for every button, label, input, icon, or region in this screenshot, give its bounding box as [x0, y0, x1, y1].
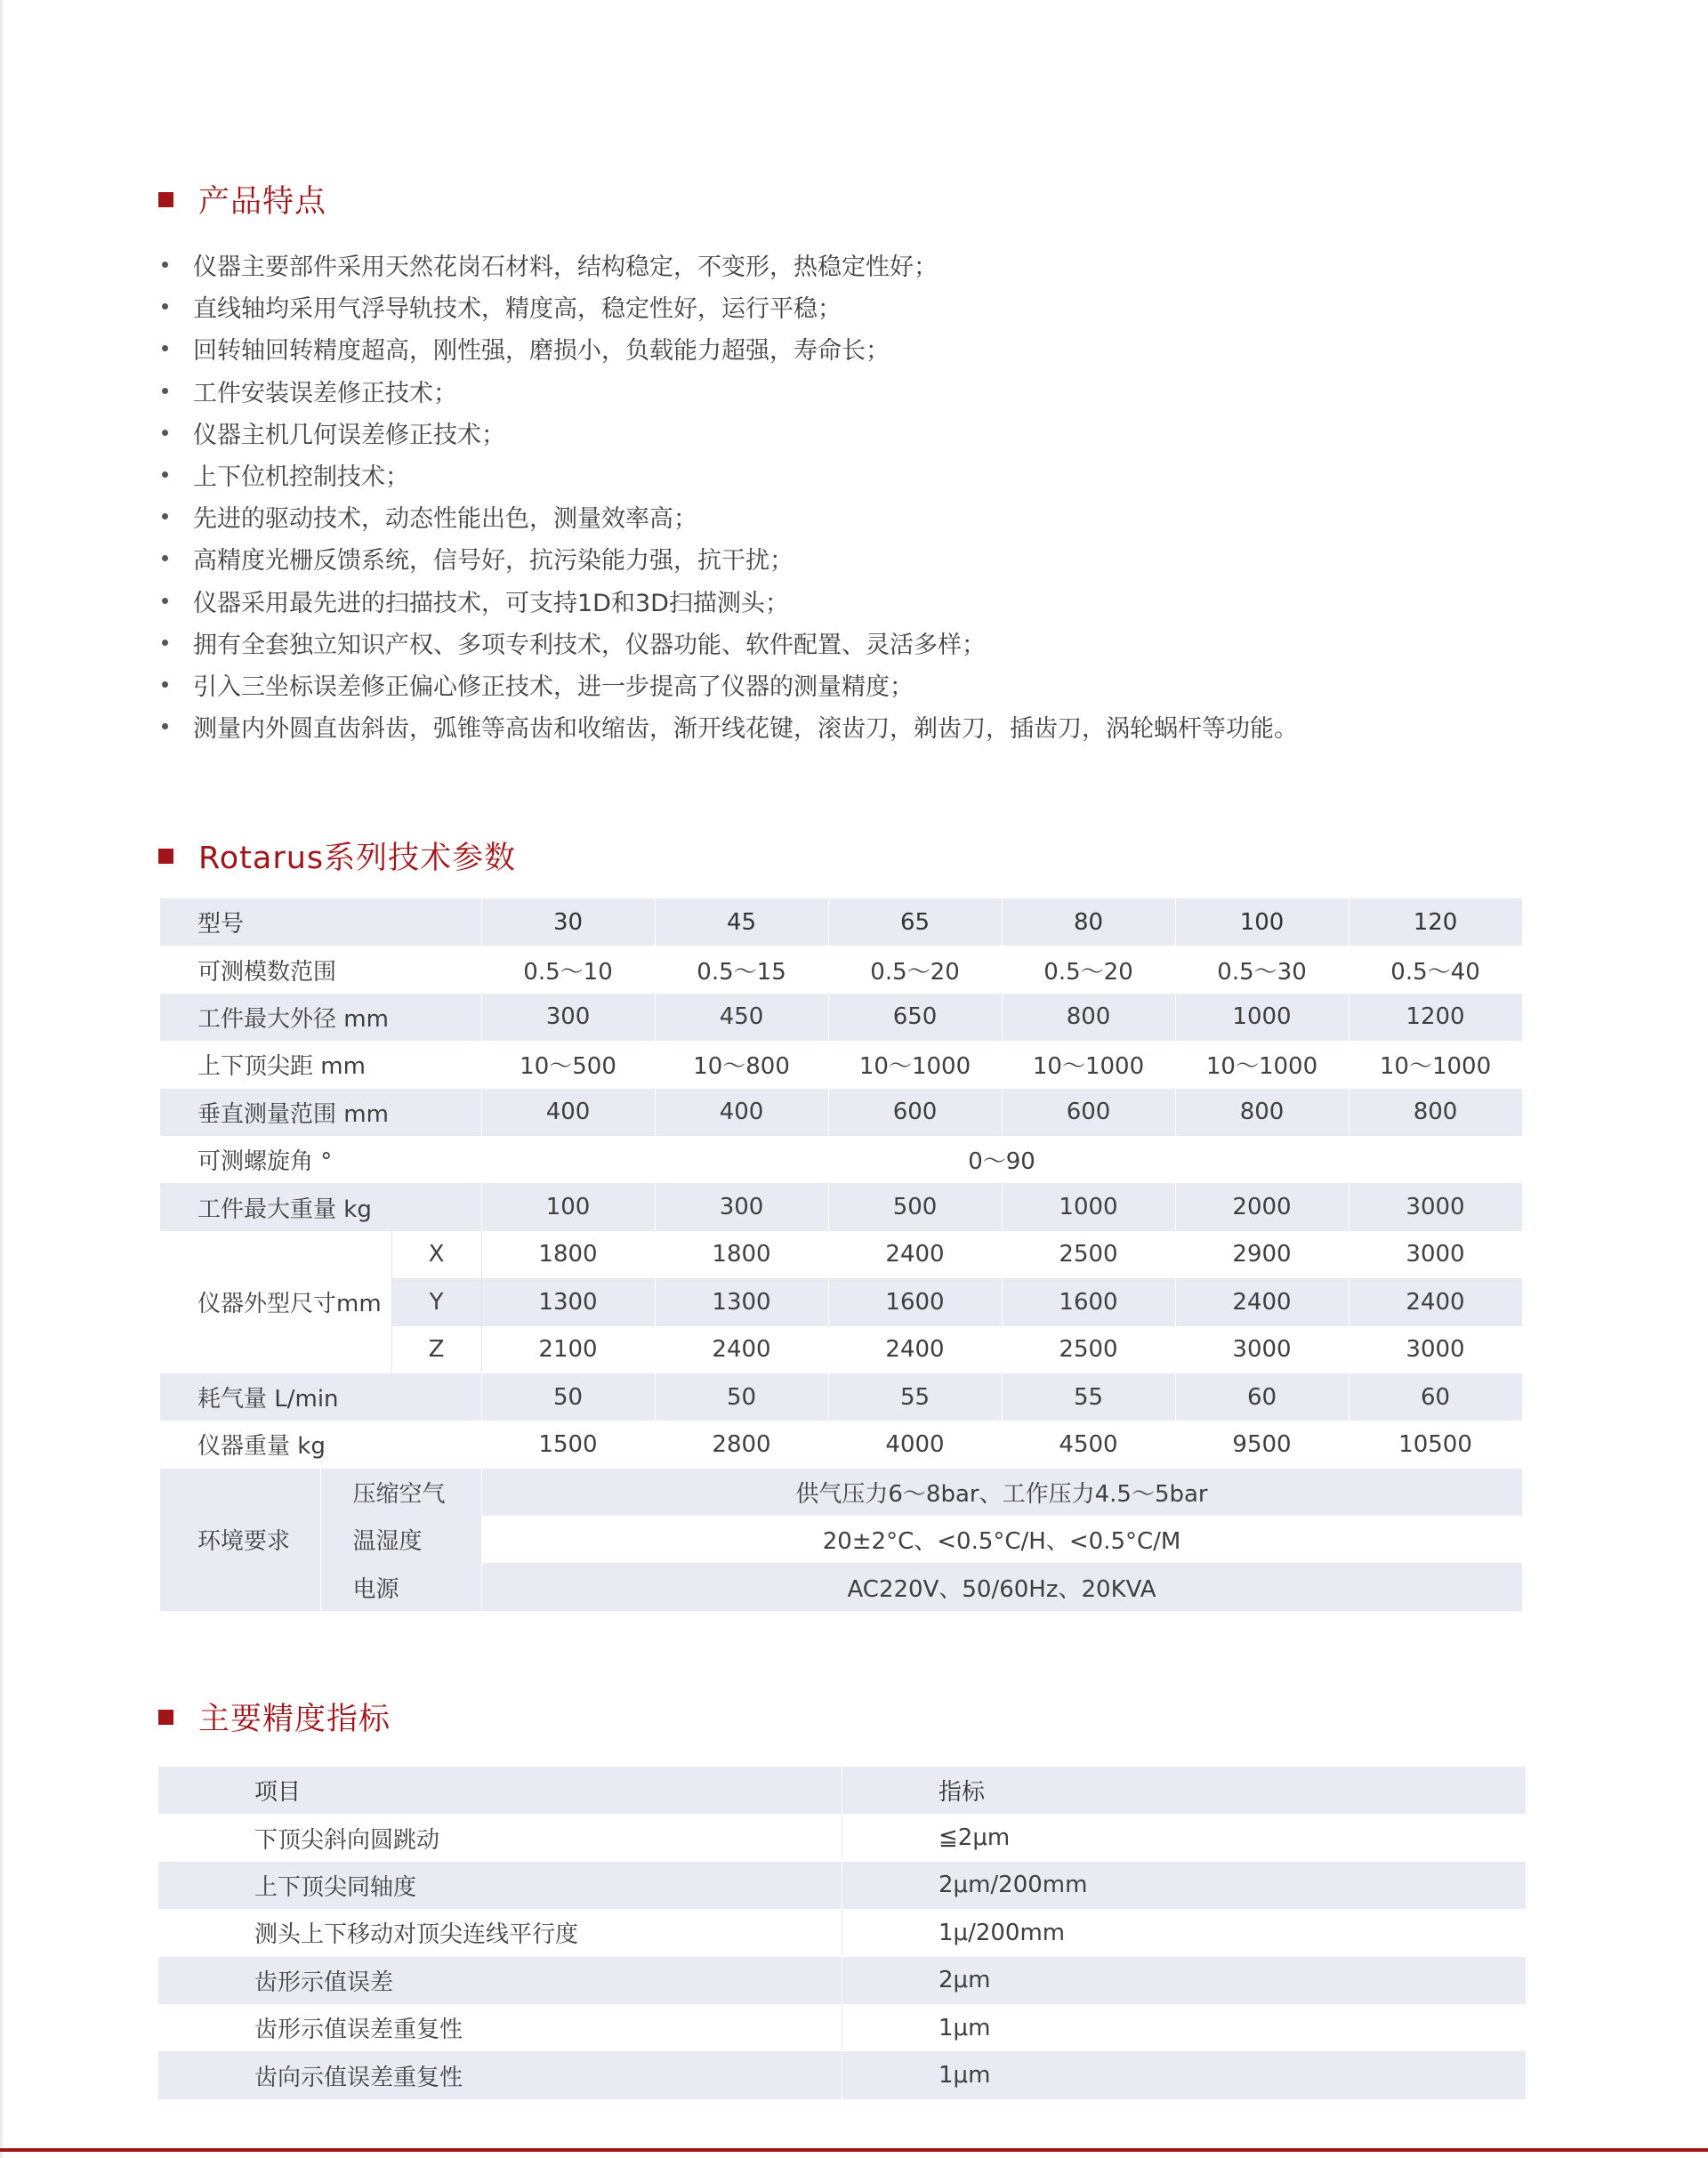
left-edge-rule: [0, 0, 3, 2158]
features-title: 产品特点: [198, 184, 327, 220]
table-cell: 50: [481, 1373, 655, 1421]
feature-text: 工件安装误差修正技术；: [193, 379, 457, 407]
heading-square-icon: [158, 1710, 173, 1725]
table-cell: 2400: [1349, 1278, 1522, 1325]
row-label: 工件最大外径 mm: [160, 994, 481, 1041]
column-header: 项目: [158, 1767, 842, 1814]
table-cell: 1500: [481, 1421, 655, 1468]
feature-item: [158, 286, 1582, 327]
table-cell: 2900: [1175, 1231, 1349, 1278]
table-cell: 20±2°C、<0.5°C/H、<0.5°C/M: [481, 1516, 1522, 1563]
model-cell: 30: [481, 898, 655, 946]
table-row: [160, 1373, 1522, 1421]
table-cell: 800: [1175, 1089, 1349, 1136]
table-cell: 齿形示值误差重复性: [158, 2004, 842, 2051]
table-cell: 1600: [1002, 1278, 1175, 1325]
table-cell: 上下顶尖同轴度: [158, 1862, 842, 1909]
table-cell: 0.5～20: [1002, 946, 1175, 993]
feature-text: 引入三坐标误差修正偏心修正技术，进一步提高了仪器的测量精度；: [193, 672, 914, 701]
feature-item: [158, 412, 1582, 454]
table-cell: 10500: [1349, 1421, 1522, 1468]
table-cell: 10～800: [655, 1041, 828, 1088]
table-cell: 4000: [828, 1421, 1002, 1468]
table-row: [158, 1862, 1526, 1909]
bullet-icon: [162, 640, 168, 646]
feature-text: 高精度光栅反馈系统，信号好，抗污染能力强，抗干扰；: [193, 547, 794, 576]
features-heading: [158, 177, 326, 221]
env-sub-label: 温湿度: [320, 1516, 481, 1563]
table-cell: 60: [1175, 1373, 1349, 1421]
column-header: 指标: [842, 1767, 1527, 1814]
table-cell: 450: [655, 994, 828, 1041]
table-cell: 2100: [481, 1326, 655, 1373]
table-cell: 400: [655, 1089, 828, 1136]
feature-item: [158, 622, 1582, 664]
table-cell: 1000: [1175, 994, 1349, 1041]
table-cell: 0.5～15: [655, 946, 828, 993]
table-cell: 测头上下移动对顶尖连线平行度: [158, 1909, 842, 1956]
table-cell: 齿形示值误差: [158, 1957, 842, 2004]
row-label: 垂直测量范围 mm: [160, 1089, 481, 1136]
accuracy-table: [158, 1767, 1526, 2099]
table-cell: 800: [1002, 994, 1175, 1041]
table-cell: 50: [655, 1373, 828, 1421]
env-sub-label: 压缩空气: [320, 1469, 481, 1516]
table-cell: 1μm: [842, 2004, 1527, 2051]
row-label: 工件最大重量 kg: [160, 1183, 481, 1230]
table-row: [158, 1957, 1526, 2004]
table-cell: 2800: [655, 1421, 828, 1468]
table-cell: 3000: [1349, 1183, 1522, 1230]
bullet-icon: [162, 303, 168, 310]
feature-item: [158, 244, 1582, 286]
table-cell: 9500: [1175, 1421, 1349, 1468]
table-cell: 1200: [1349, 994, 1522, 1041]
spec-table: [160, 898, 1523, 1611]
bullet-icon: [162, 262, 168, 268]
table-cell: 齿向示值误差重复性: [158, 2051, 842, 2098]
feature-item: [158, 327, 1582, 369]
bullet-icon: [162, 681, 168, 688]
model-cell: 120: [1349, 898, 1522, 946]
feature-item: [158, 370, 1582, 412]
bullet-icon: [162, 430, 168, 436]
feature-item: [158, 495, 1582, 537]
table-cell: 3000: [1349, 1326, 1522, 1373]
feature-text: 测量内外圆直齿斜齿，弧锥等高齿和收缩齿，渐开线花键，滚齿刀，剃齿刀，插齿刀，涡轮蜗杆等功能。: [193, 715, 1298, 744]
row-label: 上下顶尖距 mm: [160, 1041, 481, 1088]
feature-text: 先进的驱动技术，动态性能出色，测量效率高；: [193, 505, 697, 534]
axis-label: Z: [391, 1326, 481, 1373]
table-cell: 2400: [828, 1231, 1002, 1278]
feature-text: 拥有全套独立知识产权、多项专利技术，仪器功能、软件配置、灵活多样；: [193, 631, 986, 659]
table-row: [160, 1136, 1522, 1183]
table-row: [160, 898, 1522, 946]
table-row: [160, 946, 1522, 993]
table-cell: 1μ/200mm: [842, 1909, 1527, 1956]
feature-item: [158, 537, 1582, 579]
model-cell: 100: [1175, 898, 1349, 946]
heading-square-icon: [158, 192, 173, 207]
features-list: [158, 244, 1582, 747]
table-cell: 2500: [1002, 1231, 1175, 1278]
feature-item: [158, 705, 1582, 747]
table-row: [160, 1563, 1522, 1610]
feature-item: [158, 580, 1582, 622]
table-cell: 10～500: [481, 1041, 655, 1088]
table-cell: 500: [828, 1183, 1002, 1230]
bullet-icon: [162, 513, 168, 519]
row-label: 可测螺旋角 °: [160, 1136, 481, 1183]
table-cell: 2400: [828, 1326, 1002, 1373]
row-label: 仪器重量 kg: [160, 1421, 481, 1468]
feature-item: [158, 454, 1582, 495]
bullet-icon: [162, 388, 168, 394]
feature-text: 仪器采用最先进的扫描技术，可支持1D和3D扫描测头；: [193, 589, 789, 617]
table-cell: 650: [828, 994, 1002, 1041]
table-cell: 600: [1002, 1089, 1175, 1136]
spec-title: Rotarus系列技术参数: [198, 841, 517, 876]
table-cell: 800: [1349, 1089, 1522, 1136]
table-row: [160, 1421, 1522, 1468]
table-cell: 0.5～40: [1349, 946, 1522, 993]
accuracy-title: 主要精度指标: [198, 1702, 391, 1737]
table-row: [160, 1089, 1522, 1136]
axis-label: X: [391, 1231, 481, 1278]
table-cell: AC220V、50/60Hz、20KVA: [481, 1563, 1522, 1610]
table-row: [160, 1516, 1522, 1563]
table-cell: 1000: [1002, 1183, 1175, 1230]
bullet-icon: [162, 555, 168, 561]
table-cell: 300: [481, 994, 655, 1041]
table-cell: 0～90: [481, 1136, 1522, 1183]
table-cell: 下顶尖斜向圆跳动: [158, 1814, 842, 1861]
table-row: [160, 1231, 1522, 1278]
table-row: [158, 1814, 1526, 1861]
model-cell: 65: [828, 898, 1002, 946]
table-cell: 2000: [1175, 1183, 1349, 1230]
spec-heading: [158, 833, 516, 878]
table-cell: 0.5～30: [1175, 946, 1349, 993]
table-cell: 3000: [1349, 1231, 1522, 1278]
table-cell: 2400: [655, 1326, 828, 1373]
table-row: [160, 994, 1522, 1041]
table-cell: 1800: [655, 1231, 828, 1278]
env-sub-label: 电源: [320, 1563, 481, 1610]
table-cell: 100: [481, 1183, 655, 1230]
table-cell: 2μm: [842, 1957, 1527, 2004]
table-cell: 1μm: [842, 2051, 1527, 2098]
table-row: [160, 1469, 1522, 1516]
table-cell: 1300: [655, 1278, 828, 1325]
table-cell: 10～1000: [1349, 1041, 1522, 1088]
model-cell: 45: [655, 898, 828, 946]
table-cell: 60: [1349, 1373, 1522, 1421]
table-cell: 3000: [1175, 1326, 1349, 1373]
table-row: [158, 2004, 1526, 2051]
table-row: [160, 1041, 1522, 1088]
feature-text: 回转轴回转精度超高，刚性强，磨损小，负载能力超强，寿命长；: [193, 337, 890, 366]
feature-text: 直线轴均采用气浮导轨技术，精度高，稳定性好，运行平稳；: [193, 295, 842, 324]
table-cell: 10～1000: [828, 1041, 1002, 1088]
feature-item: [158, 664, 1582, 705]
bullet-icon: [162, 345, 168, 351]
table-cell: 2μm/200mm: [842, 1862, 1527, 1909]
table-cell: 55: [828, 1373, 1002, 1421]
row-label: 仪器外型尺寸mm: [160, 1231, 391, 1373]
bullet-icon: [162, 471, 168, 478]
bullet-icon: [162, 723, 168, 729]
table-cell: 10～1000: [1175, 1041, 1349, 1088]
table-cell: 2400: [1175, 1278, 1349, 1325]
feature-text: 仪器主要部件采用天然花岗石材料，结构稳定，不变形，热稳定性好；: [193, 254, 938, 282]
table-cell: 1600: [828, 1278, 1002, 1325]
table-cell: 55: [1002, 1373, 1175, 1421]
row-label: 环境要求: [160, 1469, 320, 1611]
row-label: 型号: [160, 898, 481, 946]
table-cell: 300: [655, 1183, 828, 1230]
table-cell: 10～1000: [1002, 1041, 1175, 1088]
axis-label: Y: [391, 1278, 481, 1325]
row-label: 耗气量 L/min: [160, 1373, 481, 1421]
row-label: 可测模数范围: [160, 946, 481, 993]
table-row: [158, 1909, 1526, 1956]
table-row: [158, 1767, 1526, 1814]
table-cell: ≦2μm: [842, 1814, 1527, 1861]
table-cell: 供气压力6～8bar、工作压力4.5～5bar: [481, 1469, 1522, 1516]
table-cell: 4500: [1002, 1421, 1175, 1468]
feature-text: 仪器主机几何误差修正技术；: [193, 421, 505, 449]
table-row: [158, 2051, 1526, 2098]
bullet-icon: [162, 598, 168, 604]
model-cell: 80: [1002, 898, 1175, 946]
table-cell: 600: [828, 1089, 1002, 1136]
table-cell: 0.5～20: [828, 946, 1002, 993]
table-cell: 1300: [481, 1278, 655, 1325]
table-cell: 2500: [1002, 1326, 1175, 1373]
table-cell: 1800: [481, 1231, 655, 1278]
bottom-accent-rule: [0, 2148, 1708, 2152]
accuracy-heading: [158, 1695, 391, 1739]
feature-text: 上下位机控制技术；: [193, 463, 409, 492]
heading-square-icon: [158, 849, 173, 864]
table-row: [160, 1183, 1522, 1230]
table-cell: 0.5～10: [481, 946, 655, 993]
table-cell: 400: [481, 1089, 655, 1136]
